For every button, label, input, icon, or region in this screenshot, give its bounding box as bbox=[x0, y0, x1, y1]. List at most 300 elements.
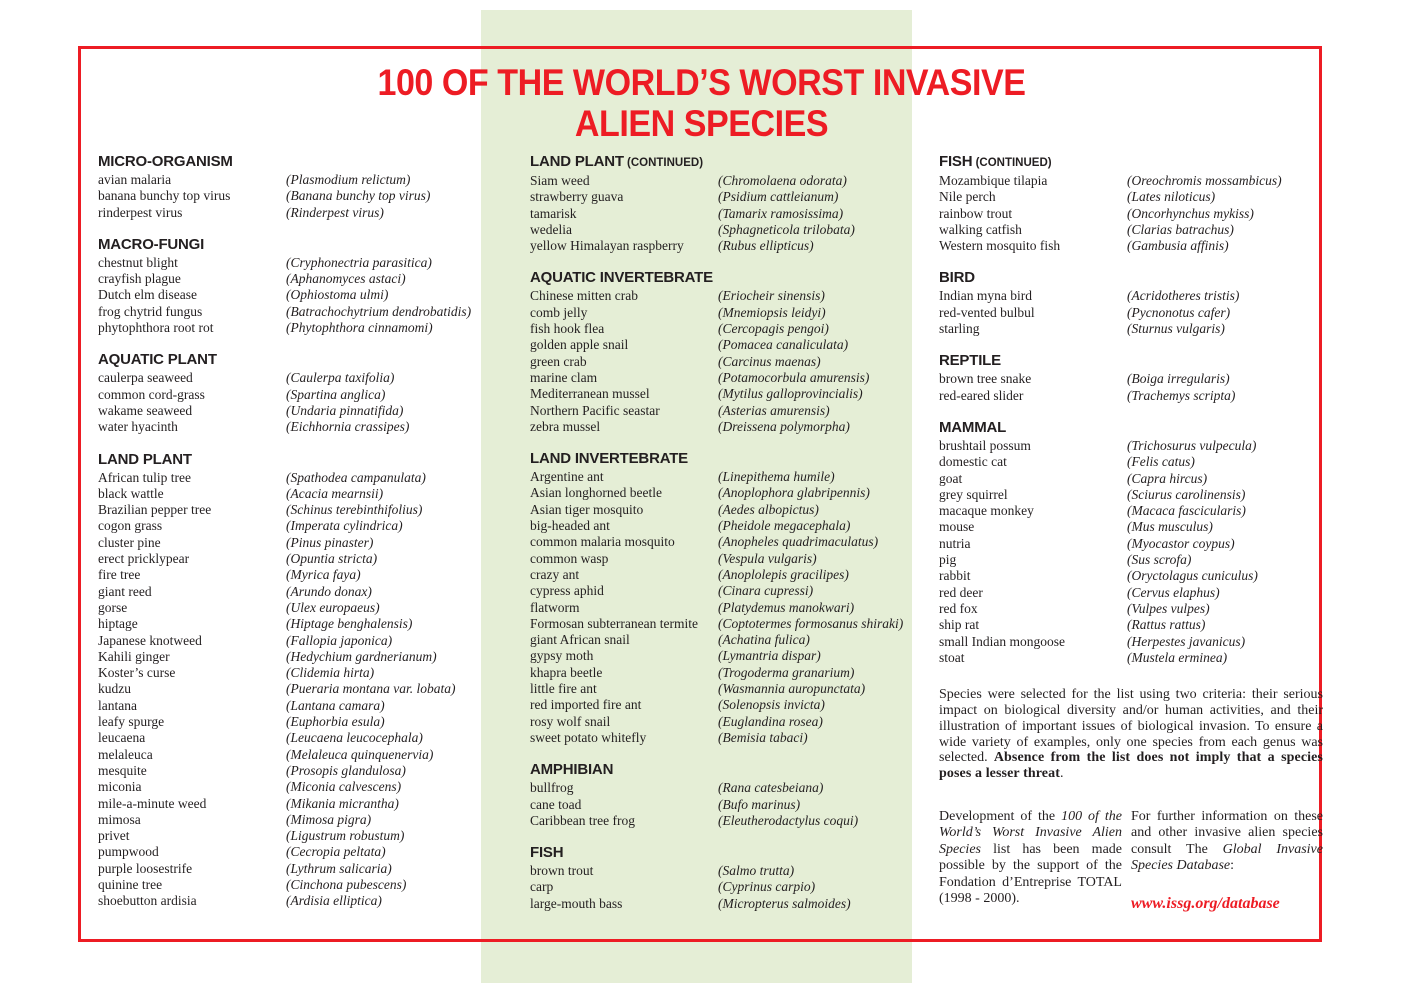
species-row bbox=[939, 568, 1323, 584]
section-heading: MACRO-FUNGI bbox=[98, 235, 205, 253]
section-heading: REPTILE bbox=[939, 352, 1001, 370]
scientific-name: (Pueraria montana var. lobata) bbox=[286, 681, 456, 697]
common-name: mesquite bbox=[98, 762, 147, 778]
section-heading: MAMMAL bbox=[939, 418, 1007, 436]
common-name: Formosan subterranean termite bbox=[530, 615, 698, 631]
species-row bbox=[98, 828, 484, 844]
scientific-name: (Psidium cattleianum) bbox=[718, 189, 839, 205]
common-name: purple loosestrife bbox=[98, 860, 193, 876]
scientific-name: (Eichhornia crassipes) bbox=[286, 419, 410, 435]
common-name: Asian tiger mosquito bbox=[530, 501, 644, 517]
common-name: flatworm bbox=[530, 599, 580, 615]
common-name: black wattle bbox=[98, 485, 164, 501]
scientific-name: (Pinus pinaster) bbox=[286, 534, 374, 550]
species-section bbox=[530, 844, 916, 912]
criteria-end: . bbox=[1059, 766, 1064, 782]
scientific-name: (Mustela erminea) bbox=[1127, 649, 1228, 665]
scientific-name: (Cinara cupressi) bbox=[718, 583, 814, 599]
common-name: zebra mussel bbox=[530, 418, 601, 434]
common-name: phytophthora root rot bbox=[98, 320, 214, 336]
scientific-name: (Bufo marinus) bbox=[718, 796, 801, 812]
species-row bbox=[98, 584, 484, 600]
common-name: rosy wolf snail bbox=[530, 713, 611, 729]
common-name: Northern Pacific seastar bbox=[530, 402, 660, 418]
species-row bbox=[939, 388, 1323, 404]
common-name: fire tree bbox=[98, 567, 141, 583]
common-name: crayfish plague bbox=[98, 271, 181, 287]
species-section bbox=[98, 236, 484, 336]
scientific-name: (Arundo donax) bbox=[286, 583, 372, 599]
scientific-name: (Solenopsis invicta) bbox=[718, 697, 825, 713]
common-name: little fire ant bbox=[530, 681, 597, 697]
scientific-name: (Hedychium gardnerianum) bbox=[286, 648, 437, 664]
common-name: khapra beetle bbox=[530, 664, 603, 680]
common-name: sweet potato whitefly bbox=[530, 729, 647, 745]
common-name: gorse bbox=[98, 599, 128, 615]
common-name: leafy spurge bbox=[98, 714, 165, 730]
common-name: brown tree snake bbox=[939, 371, 1032, 387]
common-name: tamarisk bbox=[530, 205, 577, 221]
species-section bbox=[530, 269, 916, 435]
species-row bbox=[530, 502, 916, 518]
species-row bbox=[98, 893, 484, 909]
common-name: caulerpa seaweed bbox=[98, 370, 193, 386]
common-name: mile-a-minute weed bbox=[98, 795, 207, 811]
scientific-name: (Oncorhynchus mykiss) bbox=[1127, 205, 1254, 221]
scientific-name: (Rinderpest virus) bbox=[286, 204, 384, 220]
scientific-name: (Herpestes javanicus) bbox=[1127, 633, 1246, 649]
common-name: Mozambique tilapia bbox=[939, 173, 1048, 188]
species-row bbox=[530, 896, 916, 912]
development-note bbox=[939, 809, 1122, 912]
species-row bbox=[98, 714, 484, 730]
species-row bbox=[530, 189, 916, 205]
species-row bbox=[530, 797, 916, 813]
species-row bbox=[98, 567, 484, 583]
scientific-name: (Schinus terebinthifolius) bbox=[286, 502, 423, 518]
species-row bbox=[530, 403, 916, 419]
scientific-name: (Cryphonectria parasitica) bbox=[286, 254, 432, 270]
species-row bbox=[530, 697, 916, 713]
page-title bbox=[56, 62, 1347, 144]
species-row bbox=[98, 551, 484, 567]
section-heading: AQUATIC PLANT bbox=[98, 351, 217, 369]
scientific-name: (Myrica faya) bbox=[286, 567, 361, 583]
species-row bbox=[98, 188, 484, 204]
species-column-2 bbox=[530, 153, 916, 927]
common-name: melaleuca bbox=[98, 746, 153, 762]
scientific-name: (Trichosurus vulpecula) bbox=[1127, 437, 1257, 453]
species-row bbox=[530, 551, 916, 567]
section-heading: FISH (CONTINUED) bbox=[939, 153, 1052, 170]
section-heading: MICRO-ORGANISM bbox=[98, 153, 233, 170]
scientific-name: (Gambusia affinis) bbox=[1127, 238, 1229, 254]
scientific-name: (Trogoderma granarium) bbox=[718, 664, 855, 680]
scientific-name: (Cinchona pubescens) bbox=[286, 876, 407, 892]
species-row bbox=[98, 861, 484, 877]
common-name: Caribbean tree frog bbox=[530, 812, 635, 828]
common-name: Nile perch bbox=[939, 189, 996, 205]
species-row bbox=[98, 600, 484, 616]
species-row bbox=[530, 354, 916, 370]
scientific-name: (Potamocorbula amurensis) bbox=[718, 369, 870, 385]
common-name: giant reed bbox=[98, 583, 152, 599]
common-name: stoat bbox=[939, 649, 965, 665]
common-name: Japanese knotweed bbox=[98, 632, 202, 648]
common-name: mouse bbox=[939, 519, 975, 535]
scientific-name: (Cecropia peltata) bbox=[286, 844, 386, 860]
scientific-name: (Mus musculus) bbox=[1127, 519, 1213, 535]
scientific-name: (Spathodea campanulata) bbox=[286, 469, 426, 485]
scientific-name: (Cercopagis pengoi) bbox=[718, 321, 829, 337]
scientific-name: (Ligustrum robustum) bbox=[286, 828, 405, 844]
common-name: wedelia bbox=[530, 221, 572, 237]
section-heading: AQUATIC INVERTEBRATE bbox=[530, 269, 713, 287]
species-row bbox=[98, 502, 484, 518]
species-row bbox=[98, 320, 484, 336]
species-row bbox=[530, 863, 916, 879]
common-name: small Indian mongoose bbox=[939, 633, 1065, 649]
section-heading: BIRD bbox=[939, 269, 975, 287]
scientific-name: (Batrachochytrium dendrobatidis) bbox=[286, 303, 472, 319]
species-section bbox=[530, 153, 916, 254]
species-row bbox=[98, 518, 484, 534]
common-name: fish hook flea bbox=[530, 321, 605, 337]
scientific-name: (Lates niloticus) bbox=[1127, 189, 1216, 205]
species-section bbox=[939, 153, 1323, 254]
common-name: mimosa bbox=[98, 811, 141, 827]
common-name: goat bbox=[939, 470, 963, 486]
species-section bbox=[530, 761, 916, 829]
species-row bbox=[939, 650, 1323, 666]
species-row bbox=[98, 763, 484, 779]
further-info-pre: For further information on these and other invasive alien species consult The bbox=[1131, 808, 1323, 857]
common-name: rainbow trout bbox=[939, 205, 1013, 221]
species-row bbox=[530, 370, 916, 386]
common-name: rabbit bbox=[939, 568, 971, 584]
scientific-name: (Cervus elaphus) bbox=[1127, 584, 1220, 600]
scientific-name: (Mytilus galloprovincialis) bbox=[718, 386, 863, 402]
further-info-note bbox=[1131, 809, 1323, 912]
scientific-name: (Mnemiopsis leidyi) bbox=[718, 304, 826, 320]
scientific-name: (Miconia calvescens) bbox=[286, 779, 402, 795]
common-name: common malaria mosquito bbox=[530, 534, 675, 550]
scientific-name: (Ulex europaeus) bbox=[286, 599, 380, 615]
common-name: Western mosquito fish bbox=[939, 238, 1061, 254]
page-title-line2: ALIEN SPECIES bbox=[574, 103, 829, 144]
common-name: leucaena bbox=[98, 730, 146, 746]
species-row bbox=[530, 879, 916, 895]
species-row bbox=[98, 665, 484, 681]
scientific-name: (Melaleuca quinquenervia) bbox=[286, 746, 434, 762]
common-name: Dutch elm disease bbox=[98, 287, 197, 303]
species-row bbox=[98, 649, 484, 665]
species-row bbox=[530, 288, 916, 304]
scientific-name: (Lymantria dispar) bbox=[718, 648, 821, 664]
species-row bbox=[939, 206, 1323, 222]
common-name: red imported fire ant bbox=[530, 697, 642, 713]
species-row bbox=[939, 503, 1323, 519]
common-name: Kahili ginger bbox=[98, 648, 170, 664]
species-row bbox=[939, 617, 1323, 633]
species-row bbox=[939, 634, 1323, 650]
common-name: Indian myna bird bbox=[939, 288, 1032, 304]
scientific-name: (Macaca fascicularis) bbox=[1127, 503, 1246, 519]
common-name: nutria bbox=[939, 535, 971, 551]
scientific-name: (Carcinus maenas) bbox=[718, 353, 821, 369]
scientific-name: (Capra hircus) bbox=[1127, 470, 1208, 486]
section-heading-suffix: (CONTINUED) bbox=[972, 157, 1052, 169]
species-row bbox=[530, 665, 916, 681]
scientific-name: (Anopheles quadrimaculatus) bbox=[718, 534, 879, 550]
species-row bbox=[530, 616, 916, 632]
scientific-name: (Prosopis glandulosa) bbox=[286, 762, 406, 778]
common-name: Argentine ant bbox=[530, 469, 604, 485]
scientific-name: (Plasmodium relictum) bbox=[286, 172, 411, 187]
species-row bbox=[939, 454, 1323, 470]
species-row bbox=[98, 796, 484, 812]
species-row bbox=[939, 173, 1323, 189]
species-row bbox=[530, 222, 916, 238]
common-name: ship rat bbox=[939, 617, 980, 633]
scientific-name: (Rubus ellipticus) bbox=[718, 238, 814, 254]
common-name: brown trout bbox=[530, 863, 594, 879]
species-section bbox=[939, 269, 1323, 337]
common-name: cane toad bbox=[530, 796, 582, 812]
scientific-name: (Acridotheres tristis) bbox=[1127, 288, 1240, 304]
section-heading-suffix: (CONTINUED) bbox=[623, 157, 704, 169]
species-row bbox=[98, 844, 484, 860]
scientific-name: (Sciurus carolinensis) bbox=[1127, 486, 1246, 502]
species-row bbox=[98, 419, 484, 435]
species-row bbox=[98, 205, 484, 221]
scientific-name: (Micropterus salmoides) bbox=[718, 895, 851, 911]
common-name: big-headed ant bbox=[530, 518, 610, 534]
common-name: gypsy moth bbox=[530, 648, 594, 664]
species-row bbox=[98, 730, 484, 746]
species-row bbox=[939, 471, 1323, 487]
common-name: cypress aphid bbox=[530, 583, 604, 599]
scientific-name: (Anoplolepis gracilipes) bbox=[718, 566, 849, 582]
scientific-name: (Bemisia tabaci) bbox=[718, 729, 808, 745]
scientific-name: (Cyprinus carpio) bbox=[718, 879, 816, 895]
scientific-name: (Oryctolagus cuniculus) bbox=[1127, 568, 1258, 584]
scientific-name: (Hiptage benghalensis) bbox=[286, 616, 413, 632]
species-row bbox=[939, 552, 1323, 568]
further-info-italic: Global Invasive Species Database bbox=[1131, 841, 1323, 874]
species-row bbox=[939, 222, 1323, 238]
species-row bbox=[98, 403, 484, 419]
common-name: kudzu bbox=[98, 681, 131, 697]
common-name: cluster pine bbox=[98, 534, 161, 550]
section-heading: FISH bbox=[530, 844, 564, 862]
common-name: Brazilian pepper tree bbox=[98, 502, 212, 518]
species-row bbox=[939, 585, 1323, 601]
species-row bbox=[530, 305, 916, 321]
species-section bbox=[98, 351, 484, 435]
species-row bbox=[939, 305, 1323, 321]
common-name: giant African snail bbox=[530, 632, 630, 648]
species-row bbox=[530, 321, 916, 337]
scientific-name: (Rana catesbeiana) bbox=[718, 780, 824, 796]
species-row bbox=[98, 616, 484, 632]
species-column-3-lists bbox=[939, 153, 1323, 666]
species-row bbox=[939, 238, 1323, 254]
common-name: water hyacinth bbox=[98, 419, 178, 435]
common-name: Mediterranean mussel bbox=[530, 386, 650, 402]
scientific-name: (Aedes albopictus) bbox=[718, 501, 819, 517]
common-name: Asian longhorned beetle bbox=[530, 485, 662, 501]
scientific-name: (Sus scrofa) bbox=[1127, 552, 1192, 568]
development-italic: 100 of the World’s Worst Invasive Alien Species bbox=[939, 808, 1122, 857]
common-name: miconia bbox=[98, 779, 142, 795]
species-row bbox=[530, 600, 916, 616]
species-section bbox=[530, 450, 916, 746]
development-post: list has been made possible by the support of the Fondation d’Entreprise TOTAL (1998 - 2000). bbox=[939, 841, 1122, 906]
scientific-name: (Undaria pinnatifida) bbox=[286, 402, 404, 418]
footer-notes bbox=[939, 809, 1323, 912]
common-name: common cord-grass bbox=[98, 386, 205, 402]
common-name: cogon grass bbox=[98, 518, 163, 534]
development-pre: Development of the bbox=[939, 808, 1062, 824]
scientific-name: (Fallopia japonica) bbox=[286, 632, 393, 648]
common-name: crazy ant bbox=[530, 566, 580, 582]
scientific-name: (Vulpes vulpes) bbox=[1127, 600, 1210, 616]
common-name: lantana bbox=[98, 697, 137, 713]
common-name: large-mouth bass bbox=[530, 895, 623, 911]
species-section bbox=[98, 451, 484, 910]
species-row bbox=[530, 648, 916, 664]
scientific-name: (Coptotermes formosanus shiraki) bbox=[718, 615, 904, 631]
database-url-link[interactable]: www.issg.org/database bbox=[1131, 894, 1280, 912]
common-name: avian malaria bbox=[98, 172, 172, 187]
common-name: pumpwood bbox=[98, 844, 159, 860]
scientific-name: (Felis catus) bbox=[1127, 454, 1195, 470]
scientific-name: (Mikania micrantha) bbox=[286, 795, 399, 811]
species-row bbox=[98, 486, 484, 502]
criteria-text: Species were selected for the list using two criteria: their serious impact on biological diversity and/or human activities, and their illustration of important issues of biological invasion. To ensure a wide variety of examples, only one species from each genus was selected. bbox=[939, 687, 1323, 766]
scientific-name: (Oreochromis mossambicus) bbox=[1127, 173, 1282, 188]
scientific-name: (Salmo trutta) bbox=[718, 863, 795, 879]
species-row bbox=[530, 386, 916, 402]
common-name: hiptage bbox=[98, 616, 138, 632]
scientific-name: (Acacia mearnsii) bbox=[286, 485, 384, 501]
common-name: red-eared slider bbox=[939, 387, 1024, 403]
page-title-line1: 100 OF THE WORLD’S WORST INVASIVE bbox=[377, 62, 1026, 103]
species-row bbox=[530, 632, 916, 648]
scientific-name: (Euglandina rosea) bbox=[718, 713, 823, 729]
common-name: Koster’s curse bbox=[98, 665, 176, 681]
species-row bbox=[98, 172, 484, 188]
scientific-name: (Phytophthora cinnamomi) bbox=[286, 320, 433, 336]
scientific-name: (Lantana camara) bbox=[286, 697, 385, 713]
species-row bbox=[98, 779, 484, 795]
further-info-post: : bbox=[1230, 858, 1235, 874]
common-name: grey squirrel bbox=[939, 486, 1008, 502]
scientific-name: (Anoplophora glabripennis) bbox=[718, 485, 870, 501]
scientific-name: (Wasmannia auropunctata) bbox=[718, 681, 866, 697]
species-row bbox=[98, 304, 484, 320]
scientific-name: (Lythrum salicaria) bbox=[286, 860, 392, 876]
species-row bbox=[530, 238, 916, 254]
section-heading: LAND PLANT (CONTINUED) bbox=[530, 153, 704, 170]
species-row bbox=[530, 583, 916, 599]
common-name: Siam weed bbox=[530, 173, 590, 188]
species-row bbox=[98, 877, 484, 893]
species-row bbox=[530, 469, 916, 485]
species-row bbox=[530, 681, 916, 697]
scientific-name: (Trachemys scripta) bbox=[1127, 387, 1236, 403]
common-name: red deer bbox=[939, 584, 983, 600]
species-section bbox=[939, 419, 1323, 666]
scientific-name: (Clidemia hirta) bbox=[286, 665, 375, 681]
scientific-name: (Euphorbia esula) bbox=[286, 714, 385, 730]
species-section bbox=[939, 352, 1323, 404]
species-row bbox=[98, 747, 484, 763]
scientific-name: (Imperata cylindrica) bbox=[286, 518, 403, 534]
common-name: yellow Himalayan raspberry bbox=[530, 238, 684, 254]
common-name: carp bbox=[530, 879, 554, 895]
scientific-name: (Linepithema humile) bbox=[718, 469, 835, 485]
criteria-bold-text: Absence from the list does not imply that a species poses a lesser threat bbox=[939, 750, 1323, 782]
scientific-name: (Spartina anglica) bbox=[286, 386, 386, 402]
scientific-name: (Aphanomyces astaci) bbox=[286, 271, 406, 287]
common-name: walking catfish bbox=[939, 221, 1022, 237]
species-row bbox=[98, 387, 484, 403]
species-column-1 bbox=[98, 153, 484, 925]
scientific-name: (Sturnus vulgaris) bbox=[1127, 321, 1225, 337]
scientific-name: (Myocastor coypus) bbox=[1127, 535, 1235, 551]
common-name: golden apple snail bbox=[530, 337, 629, 353]
species-row bbox=[939, 519, 1323, 535]
species-row bbox=[98, 370, 484, 386]
common-name: red fox bbox=[939, 600, 978, 616]
further-info-text bbox=[1131, 809, 1323, 875]
species-row bbox=[98, 633, 484, 649]
species-row bbox=[530, 206, 916, 222]
species-row bbox=[530, 518, 916, 534]
species-section bbox=[98, 153, 484, 221]
species-row bbox=[939, 601, 1323, 617]
species-row bbox=[939, 438, 1323, 454]
common-name: pig bbox=[939, 552, 957, 568]
species-row bbox=[98, 535, 484, 551]
common-name: domestic cat bbox=[939, 454, 1007, 470]
species-row bbox=[98, 812, 484, 828]
scientific-name: (Achatina fulica) bbox=[718, 632, 810, 648]
scientific-name: (Clarias batrachus) bbox=[1127, 221, 1234, 237]
species-row bbox=[939, 189, 1323, 205]
scientific-name: (Eriocheir sinensis) bbox=[718, 288, 825, 304]
species-row bbox=[530, 780, 916, 796]
common-name: African tulip tree bbox=[98, 469, 191, 485]
scientific-name: (Pycnonotus cafer) bbox=[1127, 304, 1231, 320]
species-row bbox=[939, 371, 1323, 387]
scientific-name: (Ardisia elliptica) bbox=[286, 893, 382, 909]
common-name: starling bbox=[939, 321, 980, 337]
species-row bbox=[530, 485, 916, 501]
common-name: banana bunchy top virus bbox=[98, 188, 231, 204]
scientific-name: (Opuntia stricta) bbox=[286, 551, 378, 567]
scientific-name: (Pomacea canaliculata) bbox=[718, 337, 849, 353]
species-row bbox=[98, 698, 484, 714]
common-name: brushtail possum bbox=[939, 437, 1031, 453]
scientific-name: (Asterias amurensis) bbox=[718, 402, 830, 418]
scientific-name: (Caulerpa taxifolia) bbox=[286, 370, 395, 386]
species-row bbox=[530, 567, 916, 583]
common-name: red-vented bulbul bbox=[939, 304, 1035, 320]
common-name: chestnut blight bbox=[98, 254, 178, 270]
